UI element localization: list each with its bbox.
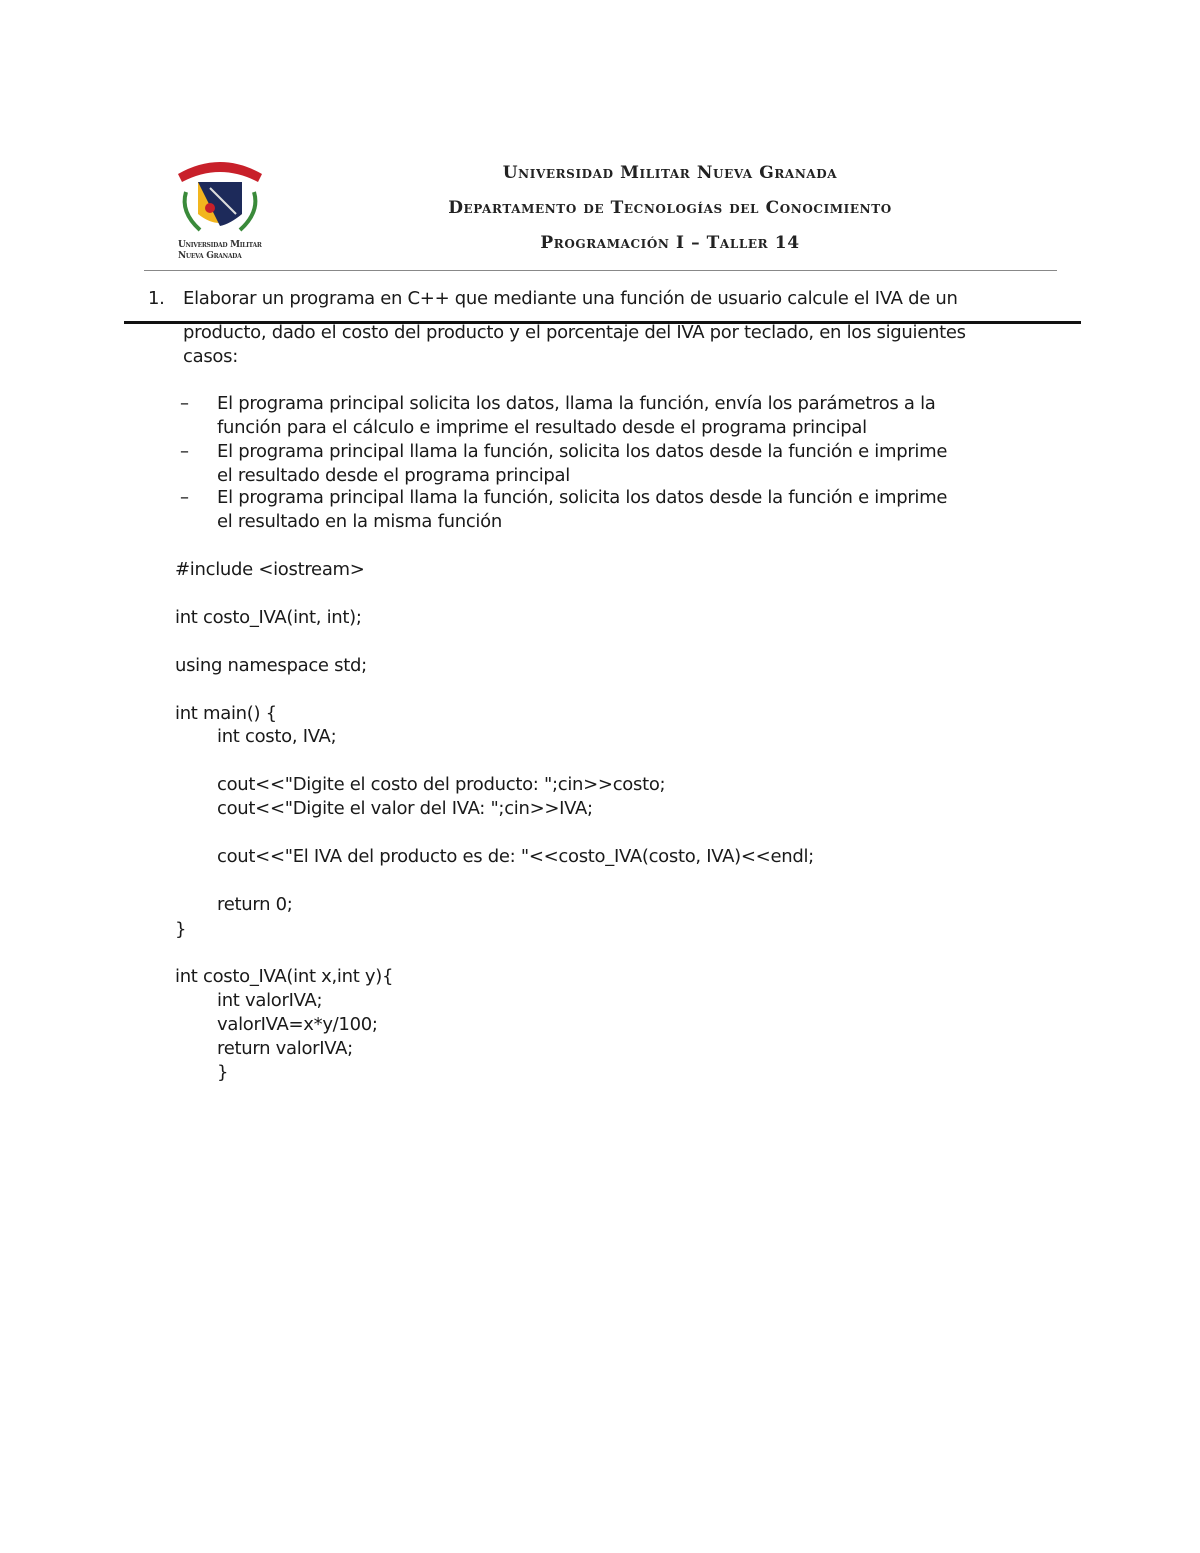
bullet-text: el resultado en la misma función xyxy=(217,511,502,532)
exercise-text: Elaborar un programa en C++ que mediante una función de usuario calcule el IVA de un xyxy=(183,288,958,309)
code-line: } xyxy=(175,919,187,940)
exercise-text: casos: xyxy=(183,346,238,367)
logo-caption xyxy=(178,240,262,262)
bullet-text: el resultado desde el programa principal xyxy=(217,465,570,486)
university-name: Universidad Militar Nueva Granada xyxy=(502,163,838,183)
code-line: } xyxy=(217,1062,229,1083)
code-line: return 0; xyxy=(217,894,293,915)
course-title: Programación I – Taller 14 xyxy=(540,233,800,253)
code-line: int main() { xyxy=(175,703,277,724)
logo-caption-line: Universidad Militar xyxy=(178,240,262,250)
header-divider xyxy=(144,270,1057,271)
exercise-number: 1. xyxy=(148,288,165,309)
code-line: valorIVA=x*y/100; xyxy=(217,1014,378,1035)
code-line: int costo_IVA(int, int); xyxy=(175,607,362,628)
code-line: cout<<"Digite el costo del producto: ";cin>>costo; xyxy=(217,774,666,795)
exercise-text: producto, dado el costo del producto y el porcentaje del IVA por teclado, en los siguientes xyxy=(183,322,966,343)
bullet-text: función para el cálculo e imprime el resultado desde el programa principal xyxy=(217,417,867,438)
code-line: return valorIVA; xyxy=(217,1038,353,1059)
bullet-dash: – xyxy=(180,441,189,462)
code-line: using namespace std; xyxy=(175,655,367,676)
bullet-dash: – xyxy=(180,487,189,508)
code-line: #include <iostream> xyxy=(175,559,365,580)
bullet-text: El programa principal llama la función, solicita los datos desde la función e imprime xyxy=(217,441,948,462)
code-line: int costo_IVA(int x,int y){ xyxy=(175,966,394,987)
code-line: int valorIVA; xyxy=(217,990,323,1011)
bullet-text: El programa principal solicita los datos, llama la función, envía los parámetros a la xyxy=(217,393,936,414)
logo-caption-line: Nueva Granada xyxy=(178,251,242,261)
department-name: Departamento de Tecnologías del Conocimiento xyxy=(448,198,892,218)
code-line: int costo, IVA; xyxy=(217,726,337,747)
bullet-dash: – xyxy=(180,393,189,414)
code-line: cout<<"El IVA del producto es de: "<<costo_IVA(costo, IVA)<<endl; xyxy=(217,846,814,867)
code-line: cout<<"Digite el valor del IVA: ";cin>>IVA; xyxy=(217,798,593,819)
bullet-text: El programa principal llama la función, solicita los datos desde la función e imprime xyxy=(217,487,948,508)
